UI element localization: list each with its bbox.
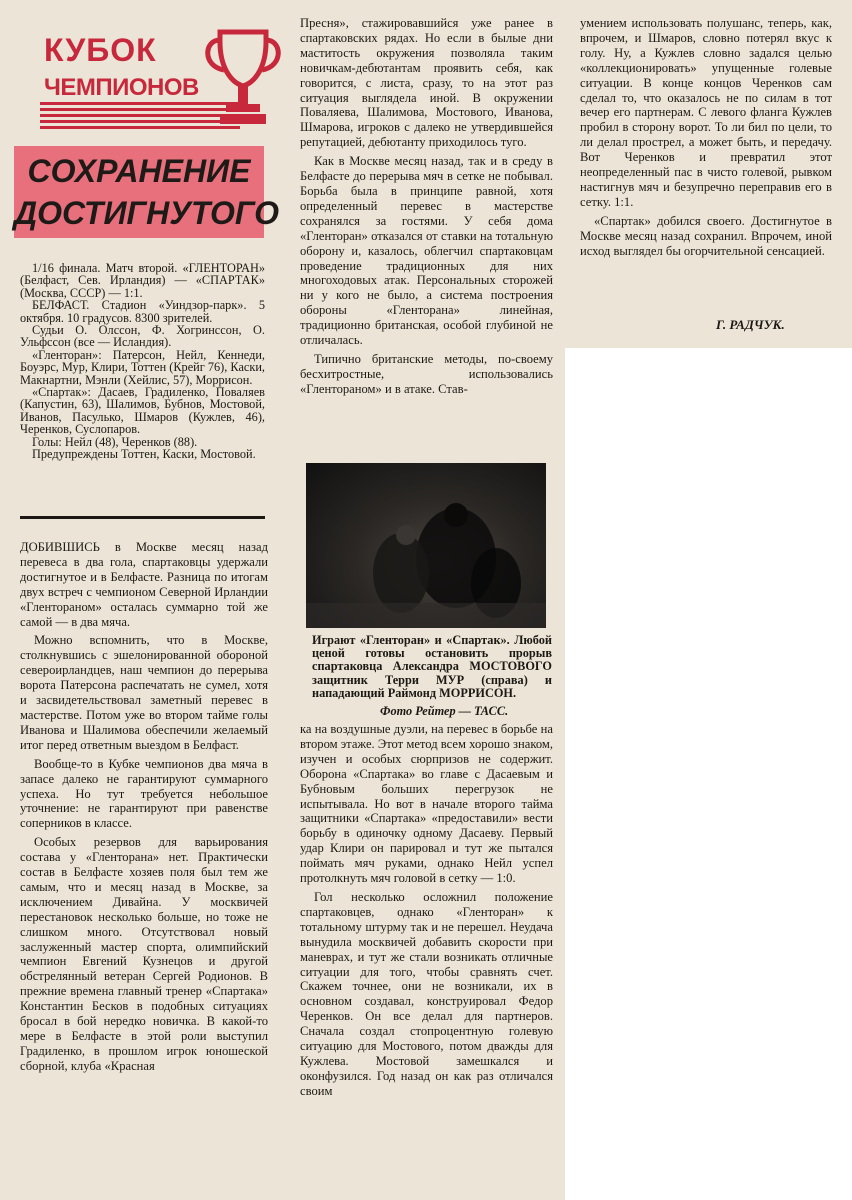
paragraph: Гол несколько осложнил положение спартаковцев, однако «Гленторан» к тотальному штурму так и не перешел. Неудача вынудила москвичей добавить скорости при маневрах, и тут же стали возникать отличные ситуации для того, чтобы сравнять счет. Скажем точнее, они не возникали, их в основном создавал, конструировал Федор Черенков. Он все делал для партнеров. Сначала создал стопроцентную голевую ситуацию для Мостового, потом дважды для Кужлева. Мостовой замешкался и оконфузился. Год назад он как раз отличался своим: [300, 889, 553, 1098]
paragraph: Можно вспомнить, что в Москве, столкнувшись с эшелонированной обороной североирландцев, наш чемпион до перерыва ворота Патерсона распечатать не сумел, хотя и засвидетельствовал заметный перевес в мастерстве. Потом уже во втором тайме голы Иванова и Шалимова обеспечили желаемый итог перед ответным выездом в Белфаст.: [20, 633, 268, 752]
article-column-3: [580, 16, 832, 263]
match-info: [20, 262, 265, 461]
headline-box: [14, 146, 279, 238]
article-column-2-top: [300, 16, 553, 401]
paragraph: Пресня», стажировавшийся уже ранее в спартаковских рядах. Но если в былые дни маститость окружения позволяла таким новичкам-дебютантам проявить себя, как говорится, с листа, сразу, то на этот раз ситуация выглядела иной. В окружении Поваляева, Шалимова, Мостового, Иванова, Шмарова, игроков с далеко не утвердившейся репутацией, дебютанту приходилось туго.: [300, 16, 553, 150]
match-line-3: Судьи О. Олссон, Ф. Хогринссон, О. Ульфссон (все — Исландия).: [20, 323, 265, 350]
photo-players-silhouette: [306, 463, 546, 628]
match-photo: [306, 463, 546, 628]
author-byline: Г. РАДЧУК.: [716, 317, 785, 332]
paragraph: Особых резервов для варьирования состава у «Гленторана» нет. Практически состав в Белфасте хозяев поля был тем же самым, что и месяц назад в Москве, за исключением Дивайна. У москвичей перестановок несколько больше, но тоже не слишком много. Отсутствовал новый заслуженный мастер спорта, олимпийский чемпион Евгений Кузнецов и другой обстрелянный ветеран Сергей Родионов. В прежние времена главный тренер «Спартака» Константин Бесков в подобных ситуациях бросал в бой нередко новичка. В какой-то мере в Белфасте в этой роли выступил Градиленко, в прошлом игрок юношеской сборной, клуба «Красная: [20, 835, 268, 1073]
match-line-4: «Гленторан»: Патерсон, Нейл, Кеннеди, Боуэрс, Мур, Клири, Тоттен (Крейг 76), Каски, Макнартни, Мэнли (Хейлис, 57), Моррисон.: [20, 347, 265, 387]
cup-icon: [198, 24, 288, 134]
paragraph: умением использовать полушанс, теперь, как, впрочем, и Шмаров, словно потерял вкус к голу. Ну, а Кужлев словно задался целью «коллекционировать» упущенные голевые ситуации. В конце концов Черенков сам сделал то, что оказалось не по силам в тот вечер его партнерам. С левого фланга Кужлев пробил в сторону ворот. То ли бил по цели, то ли делал прострел, а может быть, и передачу. Вот Черенков и превратил этот неопределенный пас в чисто голевой, рывком настигнув мяч и безупречно переправив его в сетку. 1:1.: [580, 16, 832, 209]
article-column-2-bottom: [300, 722, 553, 1103]
match-line-1: 1/16 финала. Матч второй. «ГЛЕНТОРАН» (Белфаст, Сев. Ирландия) — «СПАРТАК» (Москва, СССР) — 1:1.: [20, 261, 265, 300]
match-line-2: БЕЛФАСТ. Стадион «Уиндзор-парк». 5 октября. 10 градусов. 8300 зрителей.: [20, 298, 265, 325]
paragraph: Типично британские методы, по-своему бесхитростные, использовались «Глентораном» и в атаке. Став-: [300, 351, 553, 396]
match-line-5: «Спартак»: Дасаев, Градиленко, Поваляев (Капустин, 63), Шалимов, Бубнов, Мостовой, Иванов, Пасулько, Шмаров (Кужлев, 46), Черенков, Суслопаров.: [20, 385, 265, 437]
headline-line-1: СОХРАНЕНИЕ: [27, 153, 251, 189]
paragraph: ДОБИВШИСЬ в Москве месяц назад перевеса в два гола, спартаковцы удержали достигнутое и в Белфасте. Разница по итогам двух встреч с чемпионом Северной Ирландии «Глентораном» осталась суммарно той же самой — в два мяча.: [20, 540, 268, 629]
rubric-title-top: КУБОК: [44, 32, 157, 68]
headline-line-2: ДОСТИГНУТОГО: [14, 195, 279, 231]
section-divider: [20, 516, 265, 519]
rubric-logo: [40, 24, 250, 126]
paragraph: Как в Москве месяц назад, так и в среду в Белфасте до перерыва мяч в сетке не побывал. Борьба была в принципе равной, хотя определенный перевес в мастерстве сохранялся за гостями. У себя дома «Гленторан» отказался от ставки на тотальную оборону и, казалось, облегчил спартаковцам проведение традиционных для них многоходовых атак. Персональных сторожей ни у кого не было, а система построения обороны «Гленторана» линейная, традиционно британская, особой глубиной не отличалась.: [300, 154, 553, 348]
match-line-7: Предупреждены Тоттен, Каски, Мостовой.: [32, 447, 256, 462]
paragraph: ка на воздушные дуэли, на перевес в борьбе на втором этаже. Этот метод всем хорошо знаком, изучен и особых сюрпризов не содержит. Оборона «Спартака» во главе с Дасаевым и Бубновым больших перегрузок не испытывала. Но вот в начале второго тайма защитники «Спартака» «предоставили» вести борьбу в одиночку одному Дасаеву. Первый удар Клири он парировал и тут же пытался поймать мяч руками, однако Нейл успел протолкнуть мяч головой в сетку — 1:0.: [300, 722, 553, 886]
paragraph: «Спартак» добился своего. Достигнутое в Москве месяц назад сохранил. Впрочем, иной исход выглядел бы огорчительной сенсацией.: [580, 213, 832, 258]
photo-caption: Играют «Гленторан» и «Спартак». Любой ценой готовы остановить прорыв спартаковца Александра МОСТОВОГО защитник Терри МУР (справа) и нападающий Раймонд МОРРИСОН.: [312, 633, 552, 700]
photo-credit: Фото Рейтер — ТАСС.: [380, 704, 509, 718]
headline: [14, 146, 279, 234]
paragraph: Вообще-то в Кубке чемпионов два мяча в запасе далеко не гарантируют суммарного успеха. Но тут требуется небольшое уточнение: не гарантируют при равенстве соперников в классе.: [20, 756, 268, 831]
rubric-title-bottom: ЧЕМПИОНОВ: [44, 74, 199, 101]
match-line-6: Голы: Нейл (48), Черенков (88).: [32, 434, 198, 449]
article-column-1: [20, 540, 268, 1078]
